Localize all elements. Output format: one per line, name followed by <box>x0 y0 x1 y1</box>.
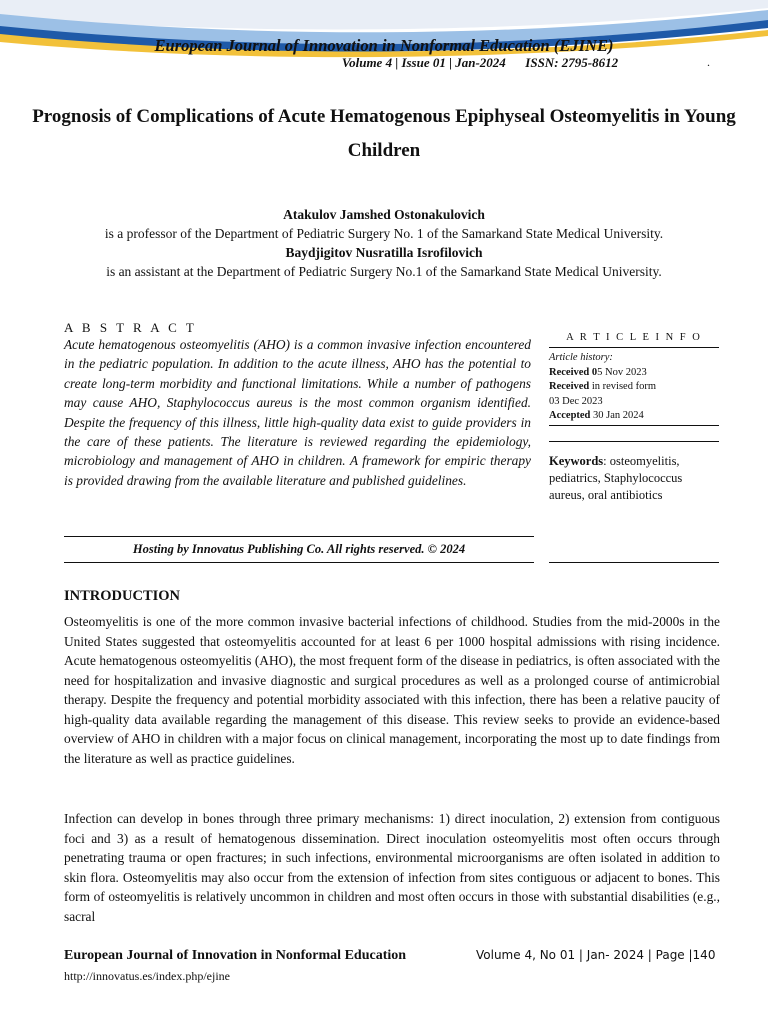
article-info-heading: A R T I C L E I N F O <box>566 332 702 343</box>
section-heading-introduction: INTRODUCTION <box>64 588 181 604</box>
keywords-label: Keywords <box>549 454 604 468</box>
accepted-label: Accepted <box>549 410 591 421</box>
footer-url-link[interactable]: http://innovatus.es/index.php/ejine <box>64 969 230 983</box>
body-paragraph-2: Infection can develop in bones through three primary mechanisms: 1) direct inoculation, 2) extension from contiguous foci and 3) as a result of hematogenous dissemination. Direct inoculation osteomyelitis most often occurs through penetrating trauma or open fractures; in such infections, environmental microorganisms are often isolated in addition to skin flora. Osteomyelitis may also occur from the extension of infection from sites contiguous or adjacent to bones. This form of osteomyelitis is relatively uncommon in children and most often occurs in those with substantial disabilities (e.g., sacral <box>64 811 720 924</box>
body-paragraph-1: Osteomyelitis is one of the more common invasive bacterial infections of childhood. Studies from the mid-2000s in the United States suggested that osteomyelitis accounted for at least 6 per 1000 hospital admissions with rising incidence. Acute hematogenous osteomyelitis (AHO), the most frequent form of the disease in pediatrics, is often associated with the need for hospitalization and invasive diagnostic and surgical procedures as well as a prolonged course of antimicrobial therapy. Despite the frequency and potential morbidity associated with this infection, there has been a relative paucity of high-quality data available regarding the management of this disease. This review seeks to provide an evidence-based overview of AHO in children with a major focus on clinical management, incorporating the most up to date findings from the literature as well as practice guidelines. <box>64 614 720 766</box>
revised-date: 03 Dec 2023 <box>549 395 603 407</box>
author-name-2: Baydjigitov Nusratilla Isrofilovich <box>285 245 483 260</box>
journal-title: European Journal of Innovation in Nonformal Education (EJINE) <box>154 36 614 55</box>
abstract-rule-top <box>64 536 534 537</box>
received-date: 5 Nov 2023 <box>597 366 647 378</box>
accepted-date: 30 Jan 2024 <box>590 410 644 421</box>
article-info-rule-3 <box>549 441 719 442</box>
hosting-notice: Hosting by Innovatus Publishing Co. All rights reserved. © 2024 <box>132 542 466 556</box>
abstract-text: Acute hematogenous osteomyelitis (AHO) is a common invasive infection encountered in the pediatric population. In addition to the acute illness, AHO has the potential to create long-term morbidity and functional limitations. While a number of pathogens may cause AHO, Staphylococcus aureus is the most common organism identified. Despite the frequency of this illness, little high-quality data exist to guide providers in the care of these patients. The literature is reviewed regarding the epidemiology, microbiology and management of AHO in children. A framework for empiric therapy is provided drawing from the available literature and published guidelines. <box>64 337 531 488</box>
article-info-rule-4 <box>549 562 719 563</box>
received-label: Received 0 <box>549 366 598 378</box>
revised-line <box>549 380 724 395</box>
author-affiliation-2: is an assistant at the Department of Pediatric Surgery No.1 of the Samarkand State Medical University. <box>106 264 662 279</box>
abstract-heading: A B S T R A C T <box>64 320 197 335</box>
revised-label: Received <box>549 381 590 392</box>
article-history <box>549 351 724 424</box>
abstract-rule-bottom <box>64 562 534 563</box>
author-block <box>30 205 738 281</box>
revised-text: in revised form <box>589 381 657 392</box>
article-info-rule-2 <box>549 425 719 426</box>
received-line <box>549 366 724 381</box>
author-affiliation-1: is a professor of the Department of Pediatric Surgery No. 1 of the Samarkand State Medical University. <box>104 226 664 241</box>
accepted-line <box>549 409 724 424</box>
keywords-block <box>549 453 721 504</box>
history-label: Article history: <box>549 352 613 363</box>
article-title: Prognosis of Complications of Acute Hematogenous Epiphyseal Osteomyelitis in Young Children <box>32 106 736 161</box>
keywords-text: : osteomyelitis, pediatrics, Staphylococcus aureus, oral antibiotics <box>549 454 683 502</box>
footer-journal-name: European Journal of Innovation in Nonformal Education <box>64 948 407 963</box>
header-dot: . <box>707 55 710 69</box>
article-info-rule-1 <box>549 347 719 348</box>
issue-line: Volume 4 | Issue 01 | Jan-2024 ISSN: 2795-8612 <box>341 55 619 70</box>
footer-page-info: Volume 4, No 01 | Jan- 2024 | Page |140 <box>476 948 716 962</box>
author-name-1: Atakulov Jamshed Ostonakulovich <box>283 207 485 222</box>
